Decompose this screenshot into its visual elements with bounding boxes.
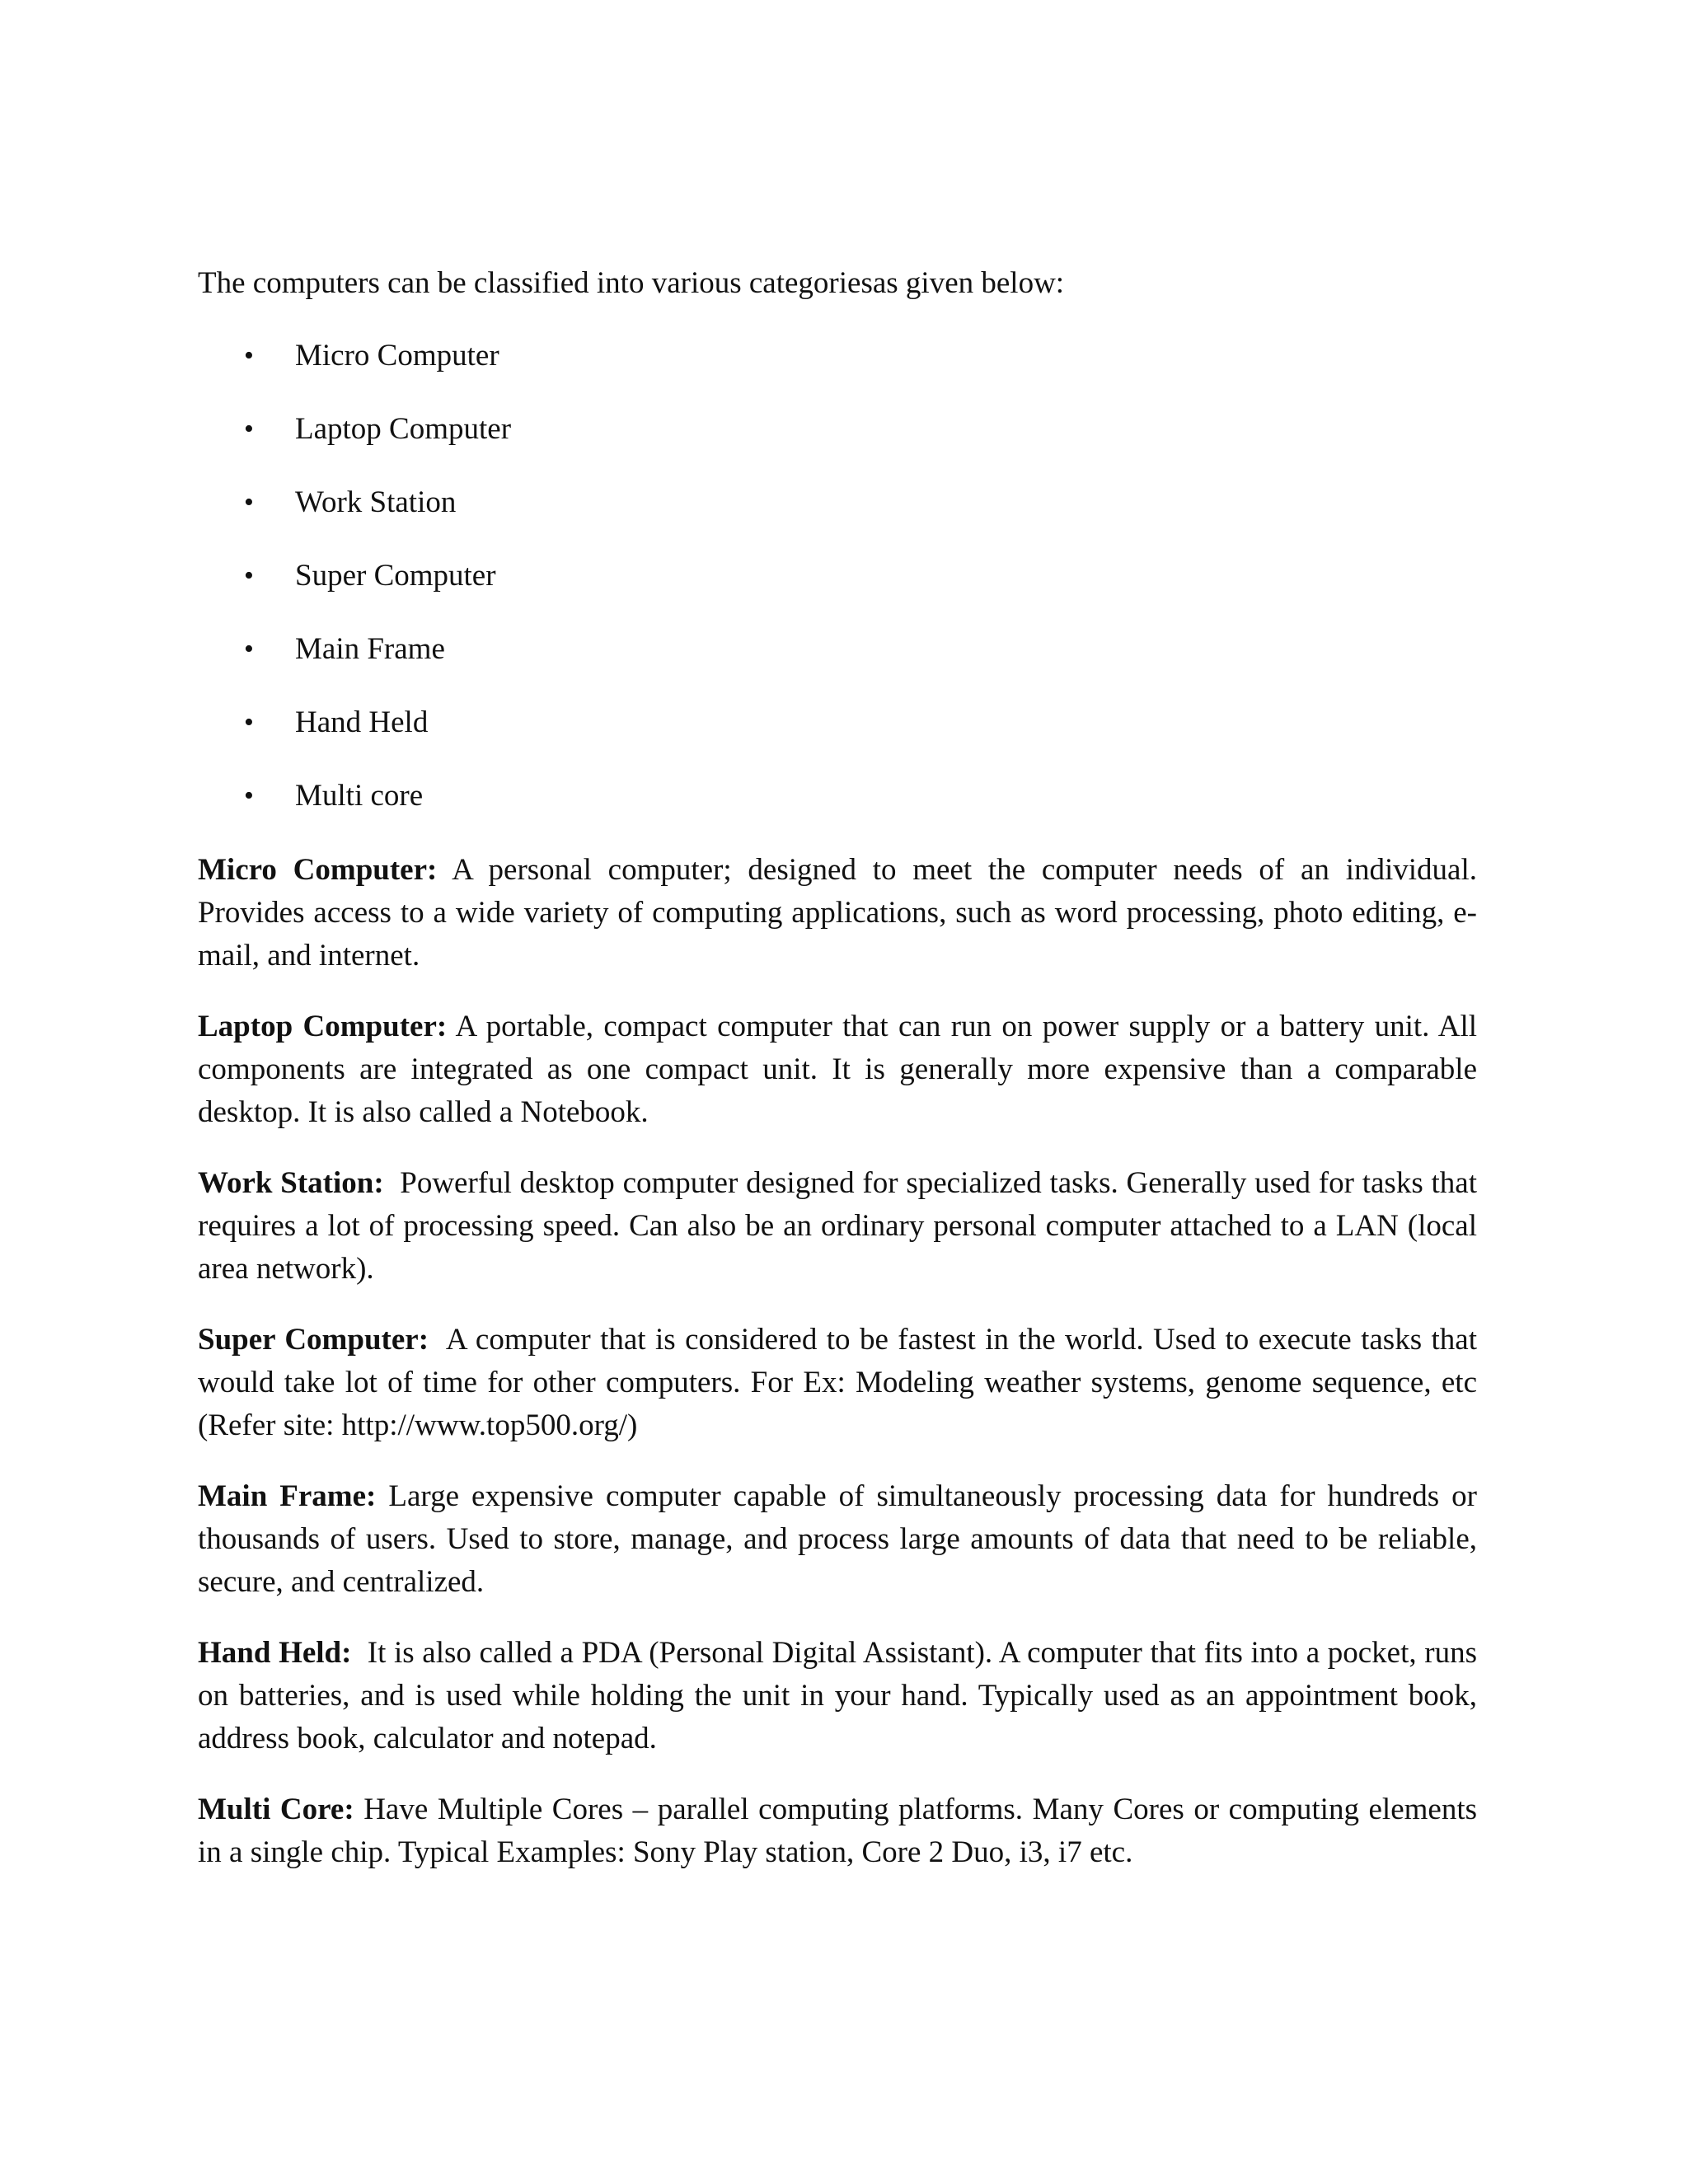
list-item xyxy=(198,555,1477,628)
bullet-icon: • xyxy=(244,707,254,738)
definition-super-computer xyxy=(198,1319,1477,1447)
definition-term: Hand Held: xyxy=(198,1636,352,1670)
definition-term: Laptop Computer: xyxy=(198,1010,448,1043)
list-item xyxy=(198,408,1477,481)
bullet-icon: • xyxy=(244,340,254,371)
list-item-label: Micro Computer xyxy=(295,339,499,373)
list-item-label: Hand Held xyxy=(295,705,429,739)
list-item-label: Multi core xyxy=(295,779,424,813)
list-item xyxy=(198,481,1477,555)
list-item-label: Laptop Computer xyxy=(295,412,512,446)
definition-term: Micro Computer: xyxy=(198,853,438,887)
list-item xyxy=(198,775,1477,824)
intro-paragraph: The computers can be classified into various categoriesas given below: xyxy=(198,266,1065,300)
definition-text: A personal computer; designed to meet the computer needs of an individual. Provides access to a wide variety of computing applications, such as word processing, photo editing, e-mail, and internet. xyxy=(198,853,1477,972)
definition-text: Powerful desktop computer designed for specialized tasks. Generally used for tasks that requires a lot of processing speed. Can also be an ordinary personal computer attached to a LAN (local area network). xyxy=(198,1166,1478,1286)
definition-term: Work Station: xyxy=(198,1166,384,1200)
definition-text: Large expensive computer capable of simultaneously processing data for hundreds or thousands of users. Used to store, manage, and process large amounts of data that need to be reliable, secure, and centralized. xyxy=(198,1479,1478,1599)
list-item-label: Work Station xyxy=(295,485,457,519)
document-page xyxy=(198,262,1477,1902)
definition-text: It is also called a PDA (Personal Digital Assistant). A computer that fits into a pocket, runs on batteries, and is used while holding the unit in your hand. Typically used as an appointment book, address book, calculator and notepad. xyxy=(198,1636,1477,1755)
definition-hand-held xyxy=(198,1632,1477,1760)
definition-text: A computer that is considered to be fastest in the world. Used to execute tasks that would take lot of time for other computers. For Ex: Modeling weather systems, genome sequence, etc (Refer site: http://www.top500.org/) xyxy=(198,1323,1478,1442)
list-item-label: Super Computer xyxy=(295,559,496,593)
list-item xyxy=(198,628,1477,701)
bullet-icon: • xyxy=(244,414,254,444)
definition-term: Super Computer: xyxy=(198,1323,429,1357)
definition-micro-computer xyxy=(198,849,1477,977)
bullet-icon: • xyxy=(244,560,254,591)
definition-text: Have Multiple Cores – parallel computing platforms. Many Cores or computing elements in a single chip. Typical Examples: Sony Play station, Core 2 Duo, i3, i7 etc. xyxy=(198,1793,1477,1869)
definition-multi-core xyxy=(198,1788,1477,1874)
definition-laptop-computer xyxy=(198,1005,1477,1134)
definition-term: Multi Core: xyxy=(198,1793,354,1826)
list-item xyxy=(198,335,1477,408)
list-item-label: Main Frame xyxy=(295,632,445,666)
definition-text: A portable, compact computer that can run on power supply or a battery unit. All components are integrated as one compact unit. It is generally more expensive than a comparable desktop. It is also called a Notebook. xyxy=(198,1010,1478,1129)
bullet-icon: • xyxy=(244,634,254,664)
list-item xyxy=(198,701,1477,775)
definition-work-station xyxy=(198,1162,1477,1291)
category-list xyxy=(198,335,1477,824)
bullet-icon: • xyxy=(244,487,254,518)
bullet-icon: • xyxy=(244,780,254,811)
definition-term: Main Frame: xyxy=(198,1479,377,1513)
definition-main-frame xyxy=(198,1475,1477,1604)
